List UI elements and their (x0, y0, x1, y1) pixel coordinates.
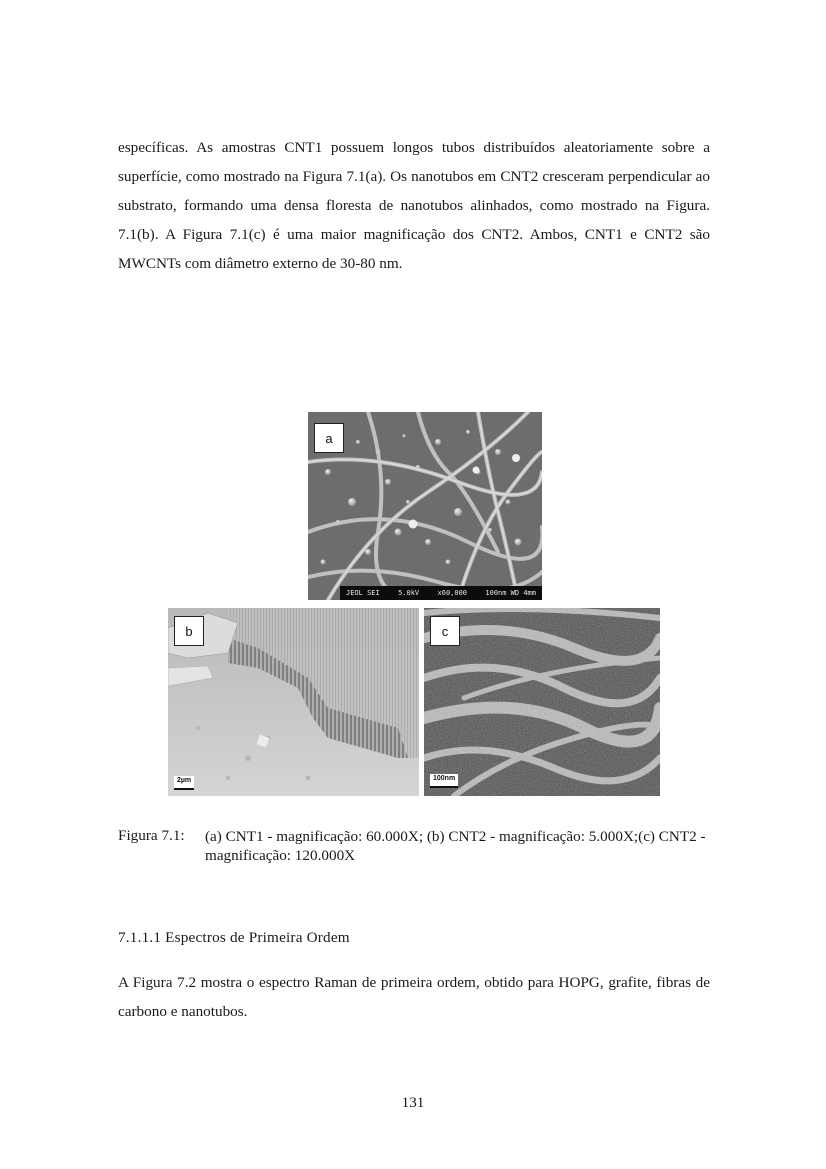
info-instrument: JEOL SEI (346, 589, 380, 597)
panel-label-c: c (430, 616, 460, 646)
info-scale-wd: 100nm WD 4mm (485, 589, 536, 597)
panel-label-b: b (174, 616, 204, 646)
body-paragraph-2: A Figura 7.2 mostra o espectro Raman de primeira ordem, obtido para HOPG, grafite, fibras de carbono e nanotubos. (118, 974, 710, 1020)
sem-image-a (308, 412, 542, 600)
figure-caption-text: (a) CNT1 - magnificação: 60.000X; (b) CNT2 - magnificação: 5.000X;(c) CNT2 - magnificação: 120.000X (205, 828, 706, 864)
sem-image-c (424, 608, 660, 796)
info-voltage: 5.0kV (398, 589, 420, 597)
section-heading: 7.1.1.1 Espectros de Primeira Ordem (118, 929, 350, 946)
scale-bar-c: 100nm (430, 774, 458, 788)
scale-bar-b: 2µm (174, 776, 194, 790)
figure-caption-label: Figura 7.1: (118, 827, 185, 844)
sem-image-b (168, 608, 419, 796)
nanotube-forest-texture-b (168, 608, 419, 796)
sem-info-bar (340, 586, 542, 600)
panel-label-a: a (314, 423, 344, 453)
body-paragraph: específicas. As amostras CNT1 possuem longos tubos distribuídos aleatoriamente sobre a superfície, como mostrado na Figura 7.1(a). Os nanotubos em CNT2 cresceram perpendicular ao substrato, formando uma densa floresta de nanotubos alinhados, como mostrado na Figura. 7.1(b). A Figura 7.1(c) é uma maior magnificação dos CNT2. Ambos, CNT1 e CNT2 são MWCNTs com diâmetro externo de 30-80 nm. (118, 139, 710, 272)
info-magnification: x60,000 (437, 589, 468, 597)
page-number: 131 (401, 1094, 425, 1111)
